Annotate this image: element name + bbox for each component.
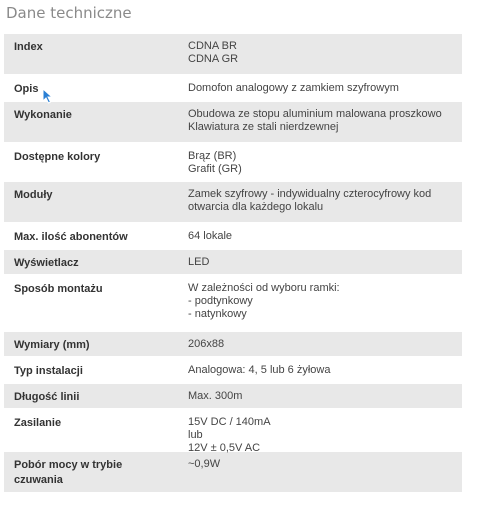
spec-value xyxy=(170,452,462,492)
spec-value xyxy=(170,102,462,142)
spec-row xyxy=(4,410,462,452)
spec-row xyxy=(4,332,462,358)
spec-value-line: Domofon analogowy z zamkiem szyfrowym xyxy=(188,82,399,94)
spec-value xyxy=(170,34,462,74)
spec-row xyxy=(4,76,462,102)
spec-label: Sposób montażu xyxy=(14,283,103,295)
spec-value xyxy=(170,332,462,356)
spec-row xyxy=(4,384,462,410)
spec-value xyxy=(170,224,462,248)
spec-label: Moduły xyxy=(14,189,53,201)
spec-label: Zasilanie xyxy=(14,417,62,429)
spec-row xyxy=(4,452,462,494)
spec-value xyxy=(170,410,462,454)
spec-value xyxy=(170,144,462,180)
spec-row xyxy=(4,224,462,250)
spec-label: Wyświetlacz xyxy=(14,257,79,269)
spec-label: Dostępne kolory xyxy=(14,151,101,163)
spec-value-line: 15V DC / 140mA xyxy=(188,416,271,428)
spec-value-line: Klawiatura ze stali nierdzewnej xyxy=(188,121,339,133)
mouse-pointer-icon xyxy=(42,88,54,104)
spec-value-line: otwarcia dla każdego lokalu xyxy=(188,201,324,213)
spec-value-line: Max. 300m xyxy=(188,390,243,402)
spec-value-line: CDNA BR xyxy=(188,40,237,52)
spec-row xyxy=(4,34,462,76)
spec-value-line: - podtynkowy xyxy=(188,295,253,307)
spec-table xyxy=(4,34,462,494)
spec-row xyxy=(4,276,462,332)
spec-value-line: Obudowa ze stopu aluminium malowana proszkowo xyxy=(188,108,442,120)
spec-value-line: Zamek szyfrowy - indywidualny czterocyfrowy kod xyxy=(188,188,432,200)
spec-label: Index xyxy=(14,41,43,53)
spec-value xyxy=(170,76,462,100)
spec-value-line: - natynkowy xyxy=(188,308,247,320)
spec-row xyxy=(4,250,462,276)
spec-label: Max. ilość abonentów xyxy=(14,231,128,243)
spec-label: Pobór mocy w trybie czuwania xyxy=(14,459,123,486)
spec-label: Typ instalacji xyxy=(14,365,83,377)
spec-value-line: Grafit (GR) xyxy=(188,163,242,175)
spec-value-line: lub xyxy=(188,429,203,441)
spec-row xyxy=(4,358,462,384)
spec-value-line: 12V ± 0,5V AC xyxy=(188,442,261,454)
spec-value xyxy=(170,276,462,330)
spec-row xyxy=(4,144,462,182)
spec-value xyxy=(170,182,462,222)
spec-value-line: Analogowa: 4, 5 lub 6 żyłowa xyxy=(188,364,331,376)
spec-value-line: 206x88 xyxy=(188,338,225,350)
spec-value xyxy=(170,384,462,408)
spec-label: Opis xyxy=(14,83,39,95)
spec-label: Wykonanie xyxy=(14,109,72,121)
spec-label: Długość linii xyxy=(14,391,80,403)
section-title: Dane techniczne xyxy=(6,4,132,22)
spec-row xyxy=(4,182,462,224)
spec-label: Wymiary (mm) xyxy=(14,339,90,351)
spec-value-line: Brąz (BR) xyxy=(188,150,237,162)
spec-row xyxy=(4,102,462,144)
spec-value-line: CDNA GR xyxy=(188,53,239,65)
spec-value-line: W zależności od wyboru ramki: xyxy=(188,282,340,294)
spec-value-line: ~0,9W xyxy=(188,458,221,470)
spec-value xyxy=(170,358,462,382)
spec-value-line: 64 lokale xyxy=(188,230,233,242)
spec-value xyxy=(170,250,462,274)
spec-value-line: LED xyxy=(188,256,210,268)
